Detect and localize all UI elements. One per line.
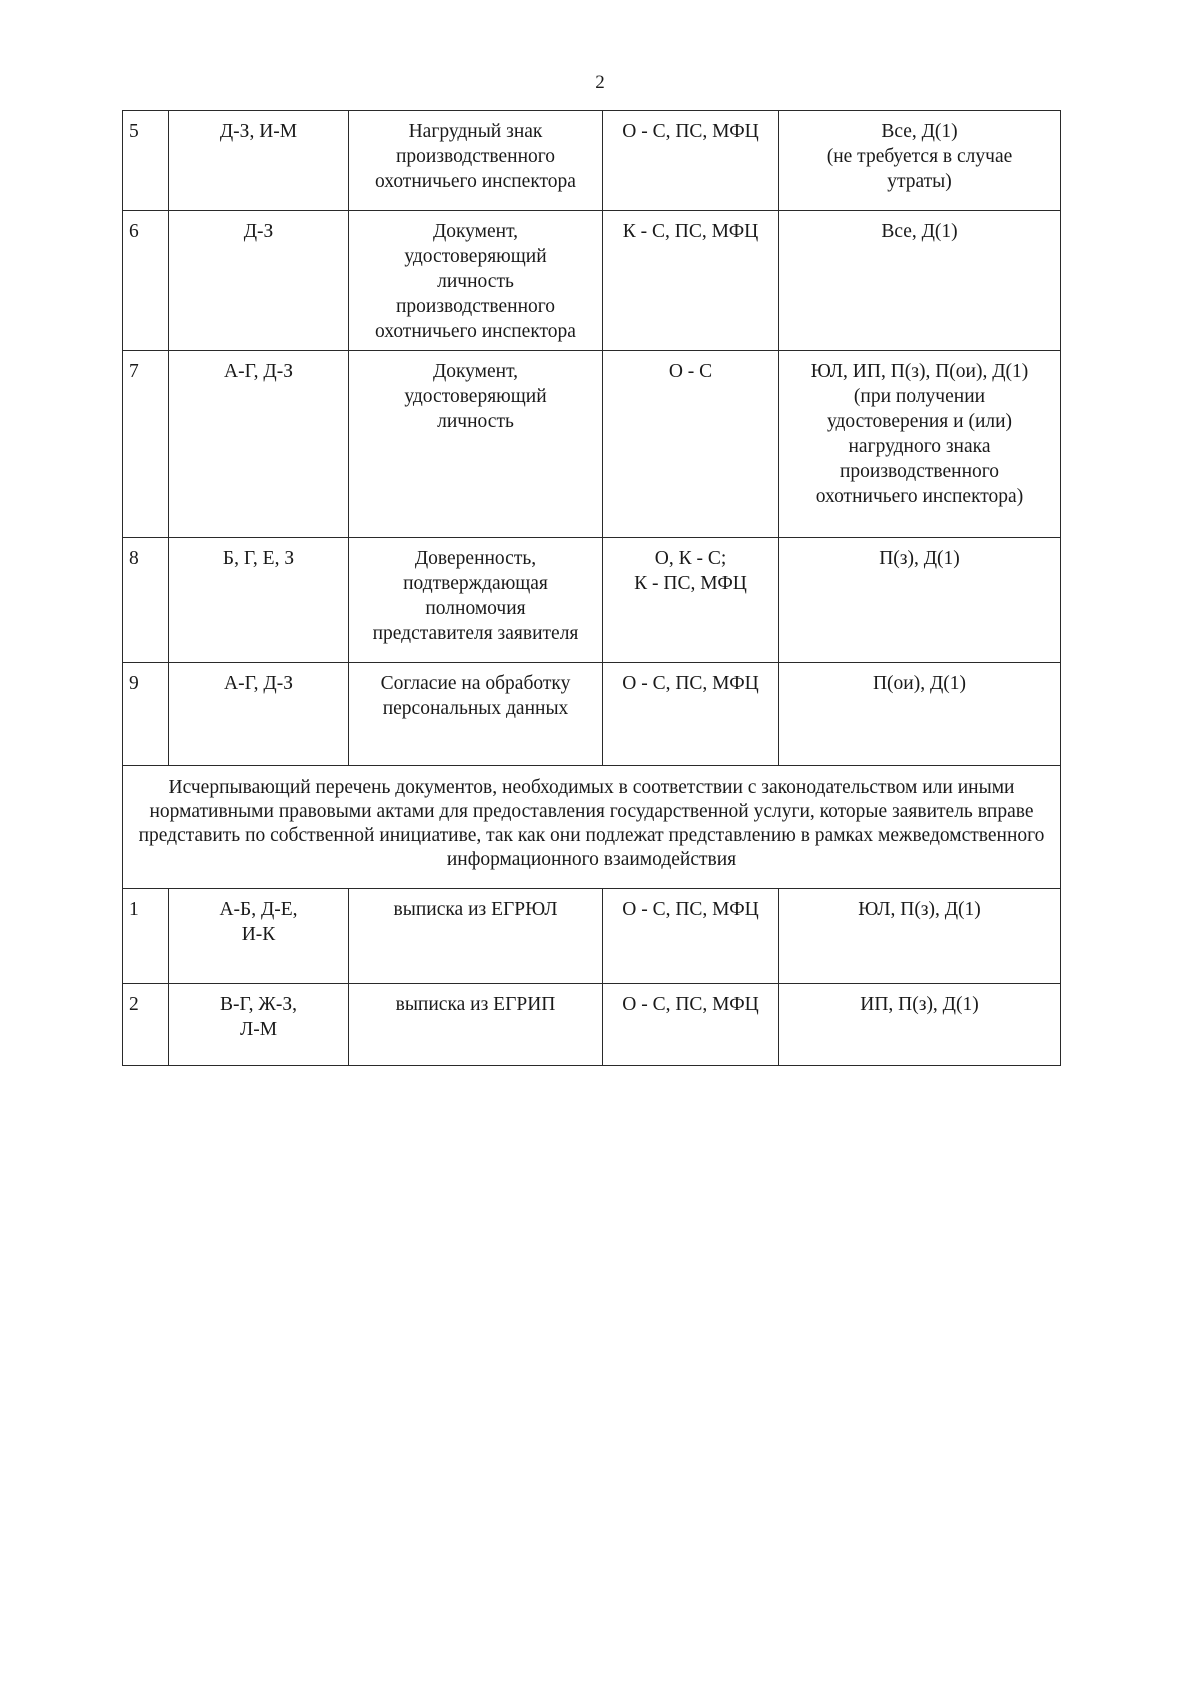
documents-table (122, 110, 1061, 1066)
submission-form: К - С, ПС, МФЦ (603, 211, 779, 351)
submission-form: О - С, ПС, МФЦ (603, 663, 779, 766)
applicant-categories: ИП, П(з), Д(1) (779, 984, 1061, 1066)
applicant-categories: П(з), Д(1) (779, 538, 1061, 663)
table-row (123, 538, 1061, 663)
row-number: 9 (123, 663, 169, 766)
submission-form: О - С, ПС, МФЦ (603, 889, 779, 984)
row-number: 6 (123, 211, 169, 351)
document-name: выписка из ЕГРИП (349, 984, 603, 1066)
row-number: 7 (123, 351, 169, 538)
subgroup-codes: А-Б, Д-Е, И-К (169, 889, 349, 984)
applicant-categories: ЮЛ, П(з), Д(1) (779, 889, 1061, 984)
section-heading-row (123, 766, 1061, 889)
row-number: 2 (123, 984, 169, 1066)
table-row (123, 984, 1061, 1066)
page-number: 2 (595, 72, 605, 93)
table-row (123, 889, 1061, 984)
submission-form: О - С, ПС, МФЦ (603, 111, 779, 211)
table-row (123, 663, 1061, 766)
subgroup-codes: Д-З, И-М (169, 111, 349, 211)
subgroup-codes: Д-З (169, 211, 349, 351)
applicant-categories: Все, Д(1) (779, 211, 1061, 351)
document-name: Согласие на обработку персональных данных (349, 663, 603, 766)
submission-form: О - С, ПС, МФЦ (603, 984, 779, 1066)
row-number: 5 (123, 111, 169, 211)
document-name: Документ, удостоверяющий личность производственного охотничьего инспектора (349, 211, 603, 351)
document-name: выписка из ЕГРЮЛ (349, 889, 603, 984)
row-number: 8 (123, 538, 169, 663)
document-name: Документ, удостоверяющий личность (349, 351, 603, 538)
subgroup-codes: Б, Г, Е, З (169, 538, 349, 663)
section-heading: Исчерпывающий перечень документов, необходимых в соответствии с законодательством или иными нормативными правовыми актами для предоставления государственной услуги, которые заявитель вправе представить по собственной инициативе, так как они подлежат представлению в рамках межведомственного информационного взаимодействия (123, 766, 1061, 889)
submission-form: О, К - С; К - ПС, МФЦ (603, 538, 779, 663)
table-row (123, 111, 1061, 211)
subgroup-codes: В-Г, Ж-З, Л-М (169, 984, 349, 1066)
table-row (123, 351, 1061, 538)
subgroup-codes: А-Г, Д-З (169, 351, 349, 538)
row-number: 1 (123, 889, 169, 984)
applicant-categories: П(ои), Д(1) (779, 663, 1061, 766)
document-name: Доверенность, подтверждающая полномочия представителя заявителя (349, 538, 603, 663)
table-row (123, 211, 1061, 351)
applicant-categories: Все, Д(1) (не требуется в случае утраты) (779, 111, 1061, 211)
document-name: Нагрудный знак производственного охотничьего инспектора (349, 111, 603, 211)
applicant-categories: ЮЛ, ИП, П(з), П(ои), Д(1) (при получении удостоверения и (или) нагрудного знака производственного охотничьего инспектора) (779, 351, 1061, 538)
submission-form: О - С (603, 351, 779, 538)
subgroup-codes: А-Г, Д-З (169, 663, 349, 766)
